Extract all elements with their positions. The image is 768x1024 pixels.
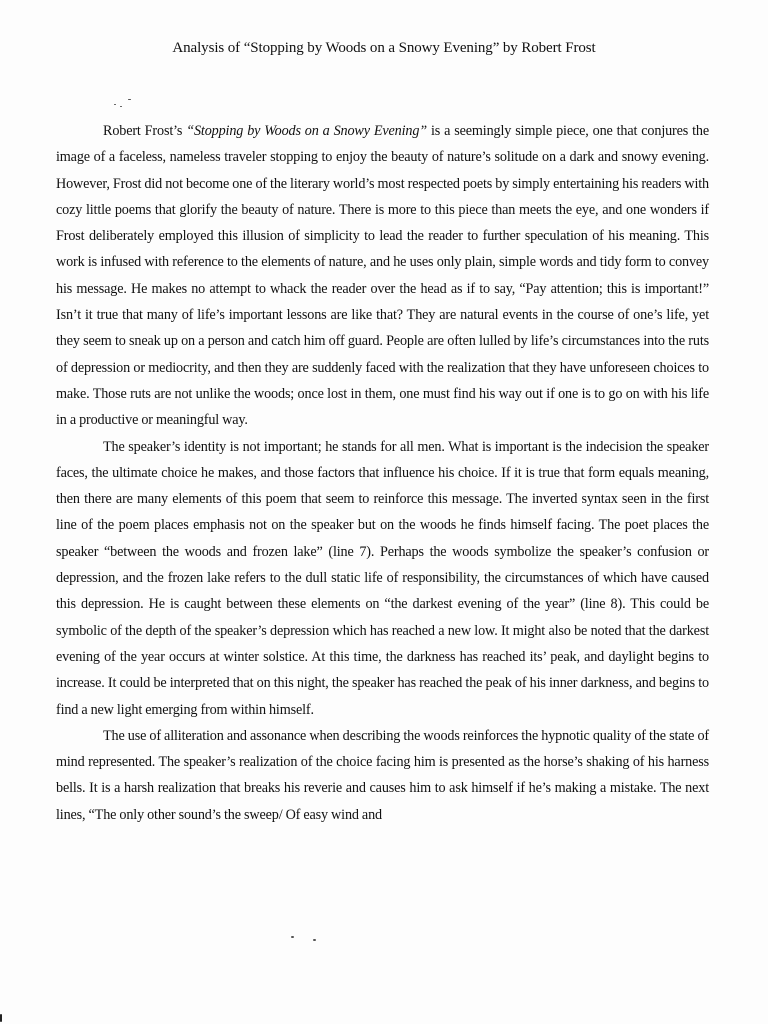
scan-speck (128, 99, 131, 100)
paragraph-2: The speaker’s identity is not important; he stands for all men. What is important is the indecision the speaker faces, the ultimate choice he makes, and those factors that influence his choice. If it is true that form equals meaning, then there are many elements of this poem that seem to reinforce this message. The inverted syntax seen in the first line of the poem places emphasis not on the speaker but on the woods he finds himself facing. The poet places the speaker “between the woods and frozen lake” (line 7). Perhaps the woods symbolize the speaker’s confusion or depression, and the frozen lake refers to the dull static life of responsibility, the circumstances of which have caused this depression. He is caught between these elements on “the darkest evening of the year” (line 8). This could be symbolic of the depth of the speaker’s depression which has reached a new low. It might also be noted that the darkest evening of the year occurs at winter solstice. At this time, the darkness has reached its’ peak, and daylight begins to increase. It could be interpreted that on this night, the speaker has reached the peak of his inner darkness, and begins to find a new light emerging from within himself. (56, 438, 709, 718)
paragraph-3: The use of alliteration and assonance when describing the woods reinforces the hypnotic quality of the state of mind represented. The speaker’s realization of the choice facing him is presented as the horse’s shaking of his harness bells. It is a harsh realization that breaks his reverie and causes him to ask himself if he’s making a mistake. The next lines, “The only other sound’s the sweep/ Of easy wind and (56, 727, 709, 823)
document-title: Analysis of “Stopping by Woods on a Snowy Evening” by Robert Frost (172, 40, 596, 56)
paragraph-1-lead: Robert Frost’s (103, 123, 187, 139)
document-body (56, 118, 709, 828)
scan-speck (291, 936, 294, 938)
scan-speck (313, 939, 316, 941)
paragraph-1-text: is a seemingly simple piece, one that conjures the image of a faceless, nameless traveler stopping to enjoy the beauty of nature’s solitude on a dark and snowy evening. However, Frost did not become one of the literary world’s most respected poets by simply entertaining his readers with cozy little poems that glorify the beauty of nature. There is more to this piece than meets the eye, and one wonders if Frost deliberately employed this illusion of simplicity to lead the reader to further speculation of his meaning. This work is infused with reference to the elements of nature, and he uses only plain, simple words and tidy form to convey his message. He makes no attempt to whack the reader over the head as if to say, “Pay attention; this is important!” Isn’t it true that many of life’s important lessons are like that? They are natural events in the course of one’s life, yet they seem to sneak up on a person and catch him off guard. People are often lulled by life’s circumstances into the ruts of depression or mediocrity, and then they are suddenly faced with the realization that they have unforeseen choices to make. Those ruts are not unlike the woods; once lost in them, one must find his way out if one is to go on with his life in a productive or meaningful way. (56, 123, 710, 429)
scan-speck (114, 104, 116, 105)
scan-speck (0, 1014, 2, 1022)
poem-title-italic: “Stopping by Woods on a Snowy Evening” (186, 123, 428, 139)
scan-speck (120, 106, 122, 107)
paragraph-1 (56, 118, 709, 434)
